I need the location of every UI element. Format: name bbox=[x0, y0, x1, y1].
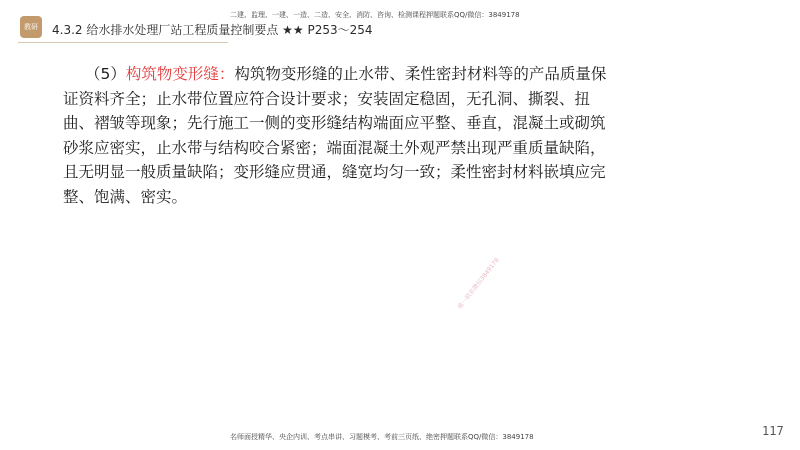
footer-text: 名师面授精华、央企内训、考点串讲、习题模考、考前三页纸、绝密押题联系QQ/微信：3849178 bbox=[230, 433, 534, 441]
watermark-text: 唯一联系微信3849178 bbox=[456, 256, 501, 311]
page-number: 117 bbox=[762, 424, 784, 438]
top-banner-text: 二建、监理、一建、一造、二造、安全、消防、咨询、检测课程押题联系QQ/微信：3849178 bbox=[230, 11, 520, 19]
content-paragraph bbox=[63, 62, 613, 209]
header-divider bbox=[18, 42, 228, 43]
section-title: 4.3.2 给水排水处理厂站工程质量控制要点 ★★ P253～254 bbox=[52, 23, 373, 37]
item-number: （5） bbox=[85, 65, 126, 83]
highlighted-term: 构筑物变形缝： bbox=[125, 65, 235, 83]
logo-badge: 教研 bbox=[20, 16, 42, 38]
paragraph-body: 构筑物变形缝的止水带、柔性密封材料等的产品质量保证资料齐全；止水带位置应符合设计要求；安装固定稳固，无孔洞、撕裂、扭曲、褶皱等现象；先行施工一侧的变形缝结构端面应平整、垂直，混凝土或砌筑砂浆应密实，止水带与结构咬合紧密；端面混凝土外观严禁出现严重质量缺陷，且无明显一般质量缺陷；变形缝应贯通，缝宽均匀一致；柔性密封材料嵌填应完整、饱满、密实。 bbox=[63, 65, 607, 206]
